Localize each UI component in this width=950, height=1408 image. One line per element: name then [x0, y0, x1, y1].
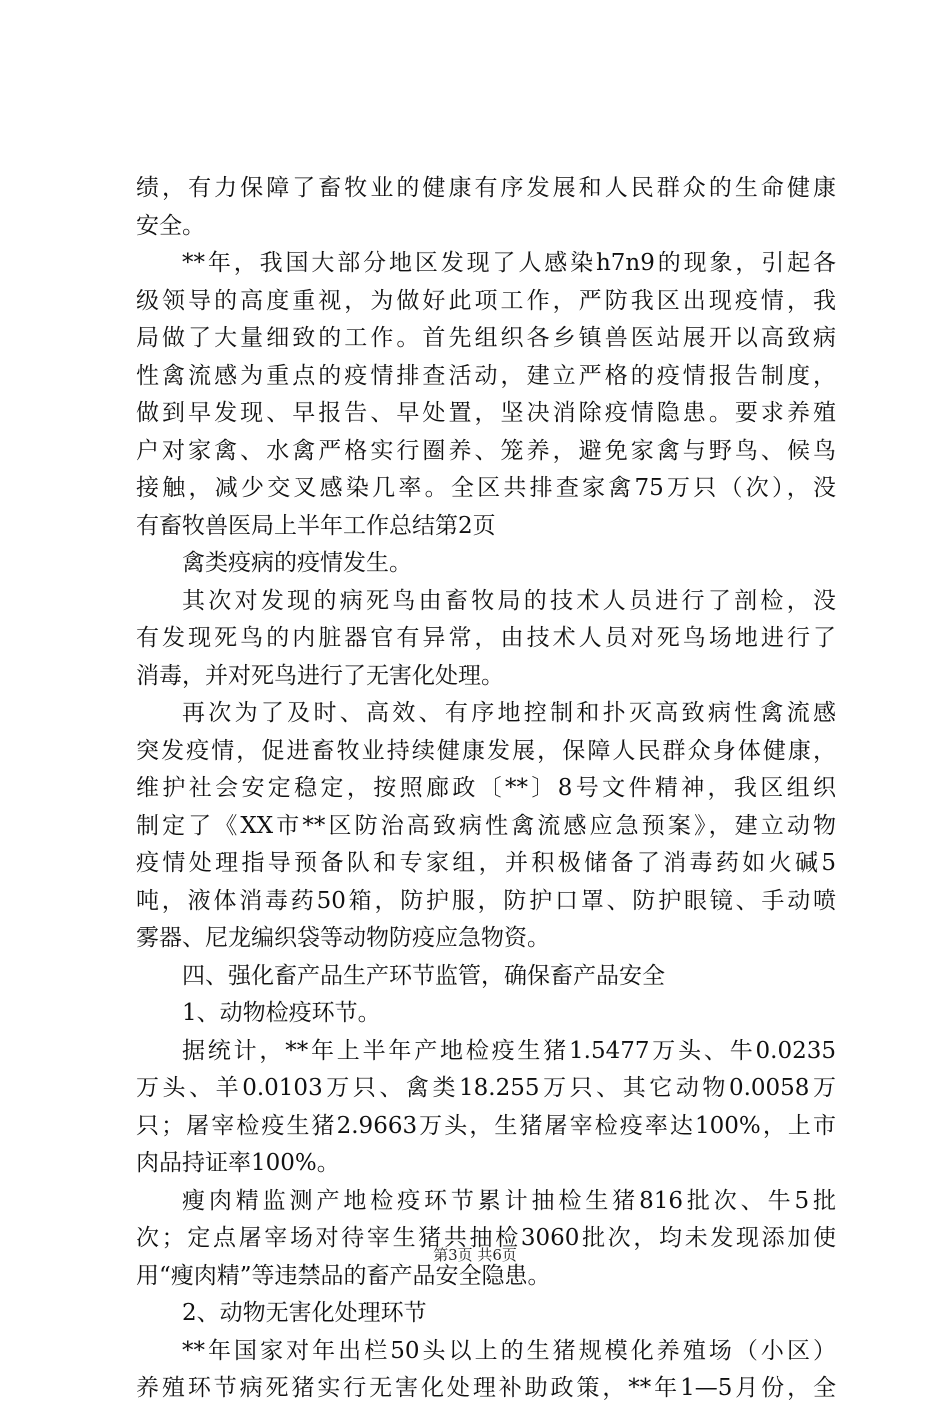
text-line: 户对家禽、水禽严格实行圈养、笼养，避免家禽与野鸟、候鸟: [136, 437, 836, 464]
text-line: 吨，液体消毒药50箱，防护服，防护口罩、防护眼镜、手动喷: [136, 887, 836, 914]
text-line: 级领导的高度重视，为做好此项工作，严防我区出现疫情，我: [136, 287, 836, 314]
text-line: 再次为了及时、高效、有序地控制和扑灭高致病性禽流感: [182, 700, 836, 726]
text-line: 制定了《XX市**区防治高致病性禽流感应急预案》，建立动物: [136, 812, 836, 839]
text-line: 养殖环节病死猪实行无害化处理补助政策，**年1—5月份，全: [136, 1375, 836, 1401]
text-line: 肉品持证率100%。: [136, 1150, 340, 1176]
text-line: 消毒，并对死鸟进行了无害化处理。: [136, 662, 504, 689]
text-line: 雾器、尼龙编织袋等动物防疫应急物资。: [136, 925, 550, 951]
text-line: 维护社会安定稳定，按照廊政〔**〕8号文件精神，我区组织: [136, 775, 836, 801]
text-line: 疫情处理指导预备队和专家组，并积极储备了消毒药如火碱5: [136, 850, 836, 876]
text-line: 四、强化畜产品生产环节监管，确保畜产品安全: [182, 962, 665, 989]
text-line: 只；屠宰检疫生猪2.9663万头，生猪屠宰检疫率达100%，上市: [136, 1112, 836, 1139]
text-line: 1、动物检疫环节。: [182, 1000, 381, 1026]
text-line: 据统计，**年上半年产地检疫生猪1.5477万头、牛0.0235: [182, 1037, 836, 1064]
text-line: 安全。: [136, 212, 205, 239]
text-line: 有发现死鸟的内脏器官有异常，由技术人员对死鸟场地进行了: [136, 625, 836, 651]
text-line: **年，我国大部分地区发现了人感染h7n9的现象，引起各: [182, 250, 836, 276]
text-line: 万头、羊0.0103万只、禽类18.255万只、其它动物0.0058万: [136, 1075, 836, 1101]
text-line: 接触，减少交叉感染几率。全区共排查家禽75万只（次），没: [136, 475, 836, 501]
text-line: 突发疫情，促进畜牧业持续健康发展，保障人民群众身体健康，: [136, 737, 836, 764]
page-footer: 第3页 共6页: [433, 1246, 517, 1264]
text-line: 有畜牧兽医局上半年工作总结第2页: [136, 512, 496, 539]
text-line: 瘦肉精监测产地检疫环节累计抽检生猪816批次、牛5批: [182, 1187, 836, 1214]
text-line: **年国家对年出栏50头以上的生猪规模化养殖场（小区）: [182, 1337, 836, 1364]
text-line: 次；定点屠宰场对待宰生猪共抽检3060批次，均未发现添加使: [136, 1225, 836, 1251]
text-line: 2、动物无害化处理环节: [182, 1300, 427, 1326]
text-line: 绩，有力保障了畜牧业的健康有序发展和人民群众的生命健康: [136, 175, 836, 201]
text-line: 禽类疫病的疫情发生。: [182, 550, 412, 576]
text-line: 局做了大量细致的工作。首先组织各乡镇兽医站展开以高致病: [136, 325, 836, 351]
text-line: 性禽流感为重点的疫情排查活动，建立严格的疫情报告制度，: [136, 362, 836, 389]
document-body: [136, 170, 836, 1408]
text-line: 用“瘦肉精”等违禁品的畜产品安全隐患。: [136, 1262, 551, 1289]
text-line: 其次对发现的病死鸟由畜牧局的技术人员进行了剖检，没: [182, 587, 836, 614]
text-line: 做到早发现、早报告、早处置，坚决消除疫情隐患。要求养殖: [136, 400, 836, 426]
